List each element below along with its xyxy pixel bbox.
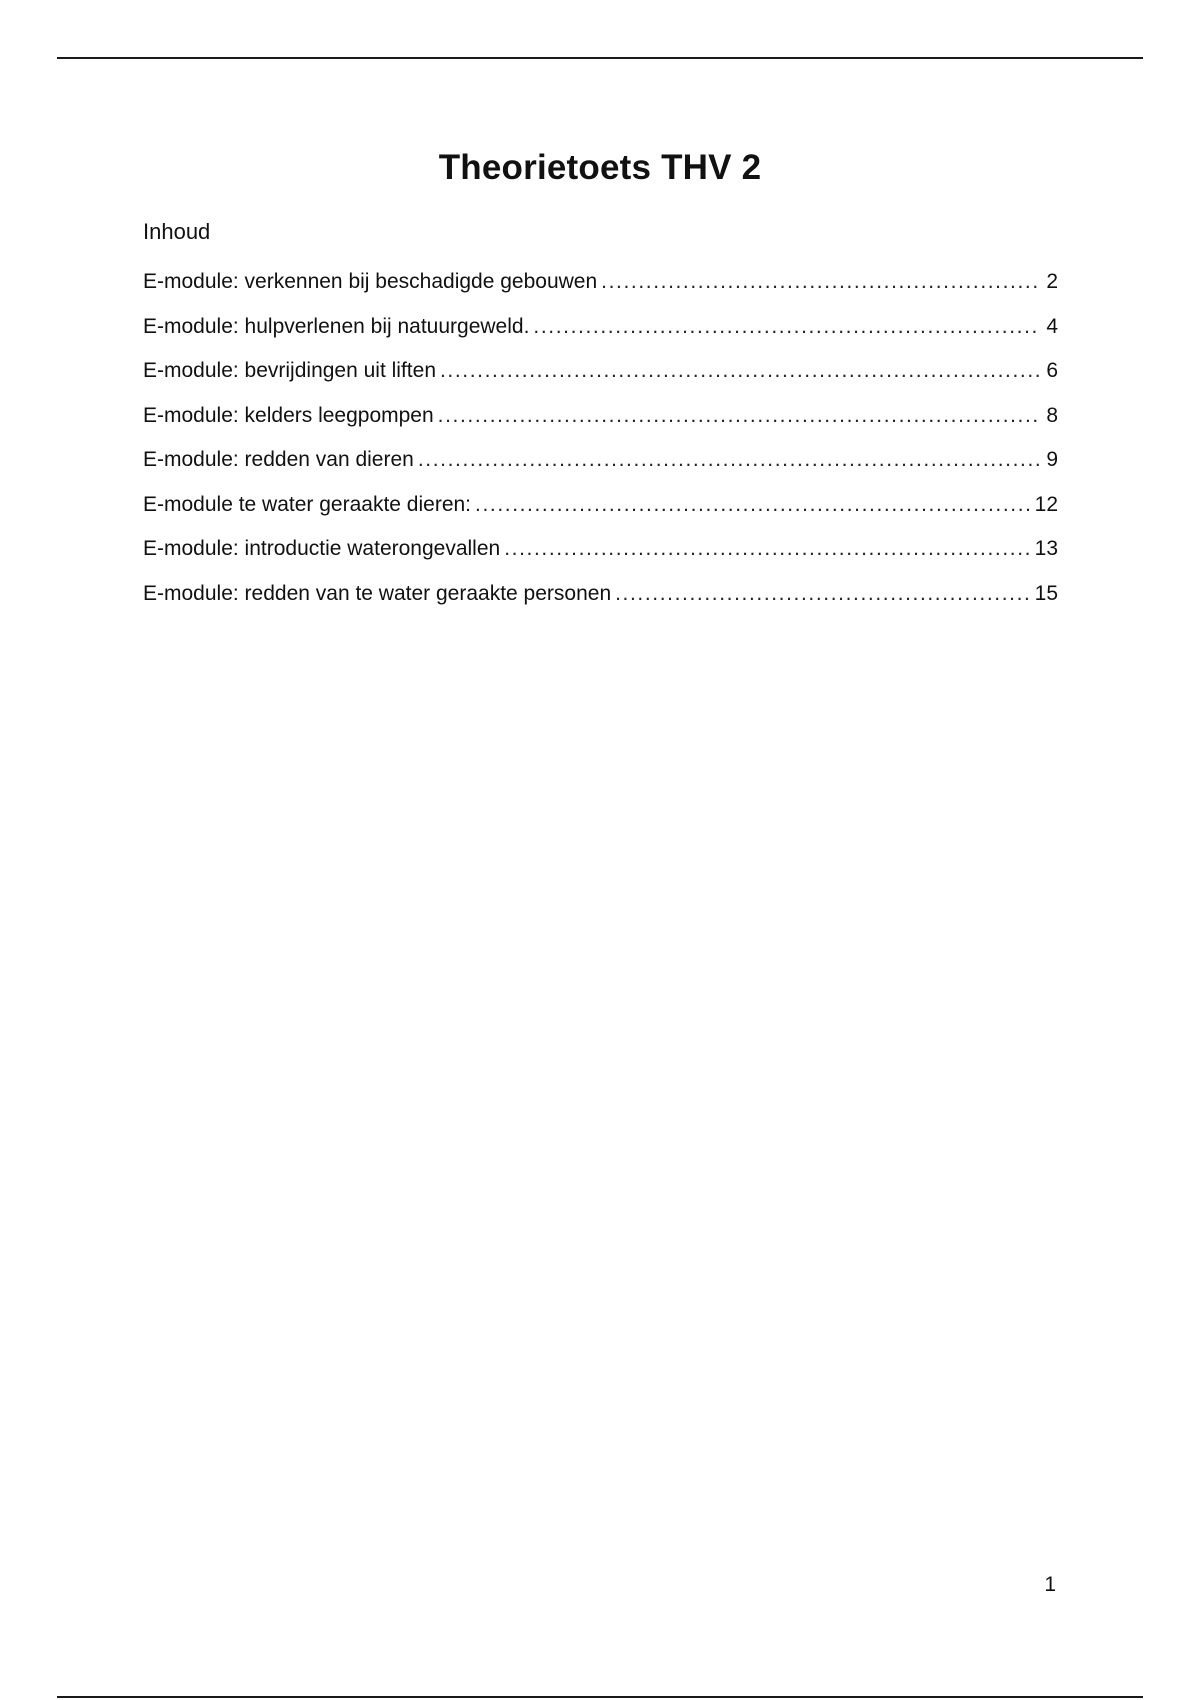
toc-dot-leader [615,580,1031,608]
toc-entry-kelders[interactable] [143,402,1058,447]
toc-entry-page: 6 [1046,359,1058,382]
toc-entry-label: E-module: introductie waterongevallen [143,537,501,560]
toc-entry-liften[interactable] [143,357,1058,402]
toc-entry-label: E-module: bevrijdingen uit liften [143,359,436,382]
toc-dot-leader [418,446,1040,474]
toc-heading: Inhoud [143,219,211,244]
toc-entry-verkennen[interactable] [143,268,1058,313]
toc-dot-leader [475,491,1031,519]
toc-entry-page: 9 [1046,448,1058,471]
toc-entry-label: E-module: redden van dieren [143,448,414,471]
toc-entry-page: 4 [1046,314,1058,338]
toc-entry-label: E-module: redden van te water geraakte personen [143,581,612,605]
toc-entry-dieren[interactable] [143,446,1058,491]
footer-rule [57,1696,1143,1698]
toc-dot-leader [533,313,1040,341]
toc-entry-water-dieren[interactable] [143,491,1058,536]
toc-dot-leader [601,268,1040,296]
toc-entry-page: 8 [1046,403,1058,427]
page-number: 1 [1044,1573,1056,1596]
toc-entry-label: E-module: hulpverlenen bij natuurgeweld. [143,314,530,338]
toc-entry-label: E-module te water geraakte dieren: [143,492,472,516]
toc-dot-leader [438,402,1040,430]
toc-entry-label: E-module: kelders leegpompen [143,403,434,427]
toc-dot-leader [440,357,1040,385]
toc-entry-waterongevallen[interactable] [143,535,1058,580]
toc-entry-label: E-module: verkennen bij beschadigde gebouwen [143,270,598,293]
toc-dot-leader [504,535,1030,563]
toc-entry-page: 12 [1034,492,1058,516]
toc-entry-natuurgeweld[interactable] [143,313,1058,358]
document-title: Theorietoets THV 2 [438,148,762,187]
table-of-contents [143,268,1058,624]
header-rule [57,57,1143,59]
toc-entry-page: 15 [1034,581,1058,605]
toc-entry-page: 2 [1046,270,1058,293]
toc-entry-page: 13 [1034,537,1058,560]
toc-entry-water-personen[interactable] [143,580,1058,625]
